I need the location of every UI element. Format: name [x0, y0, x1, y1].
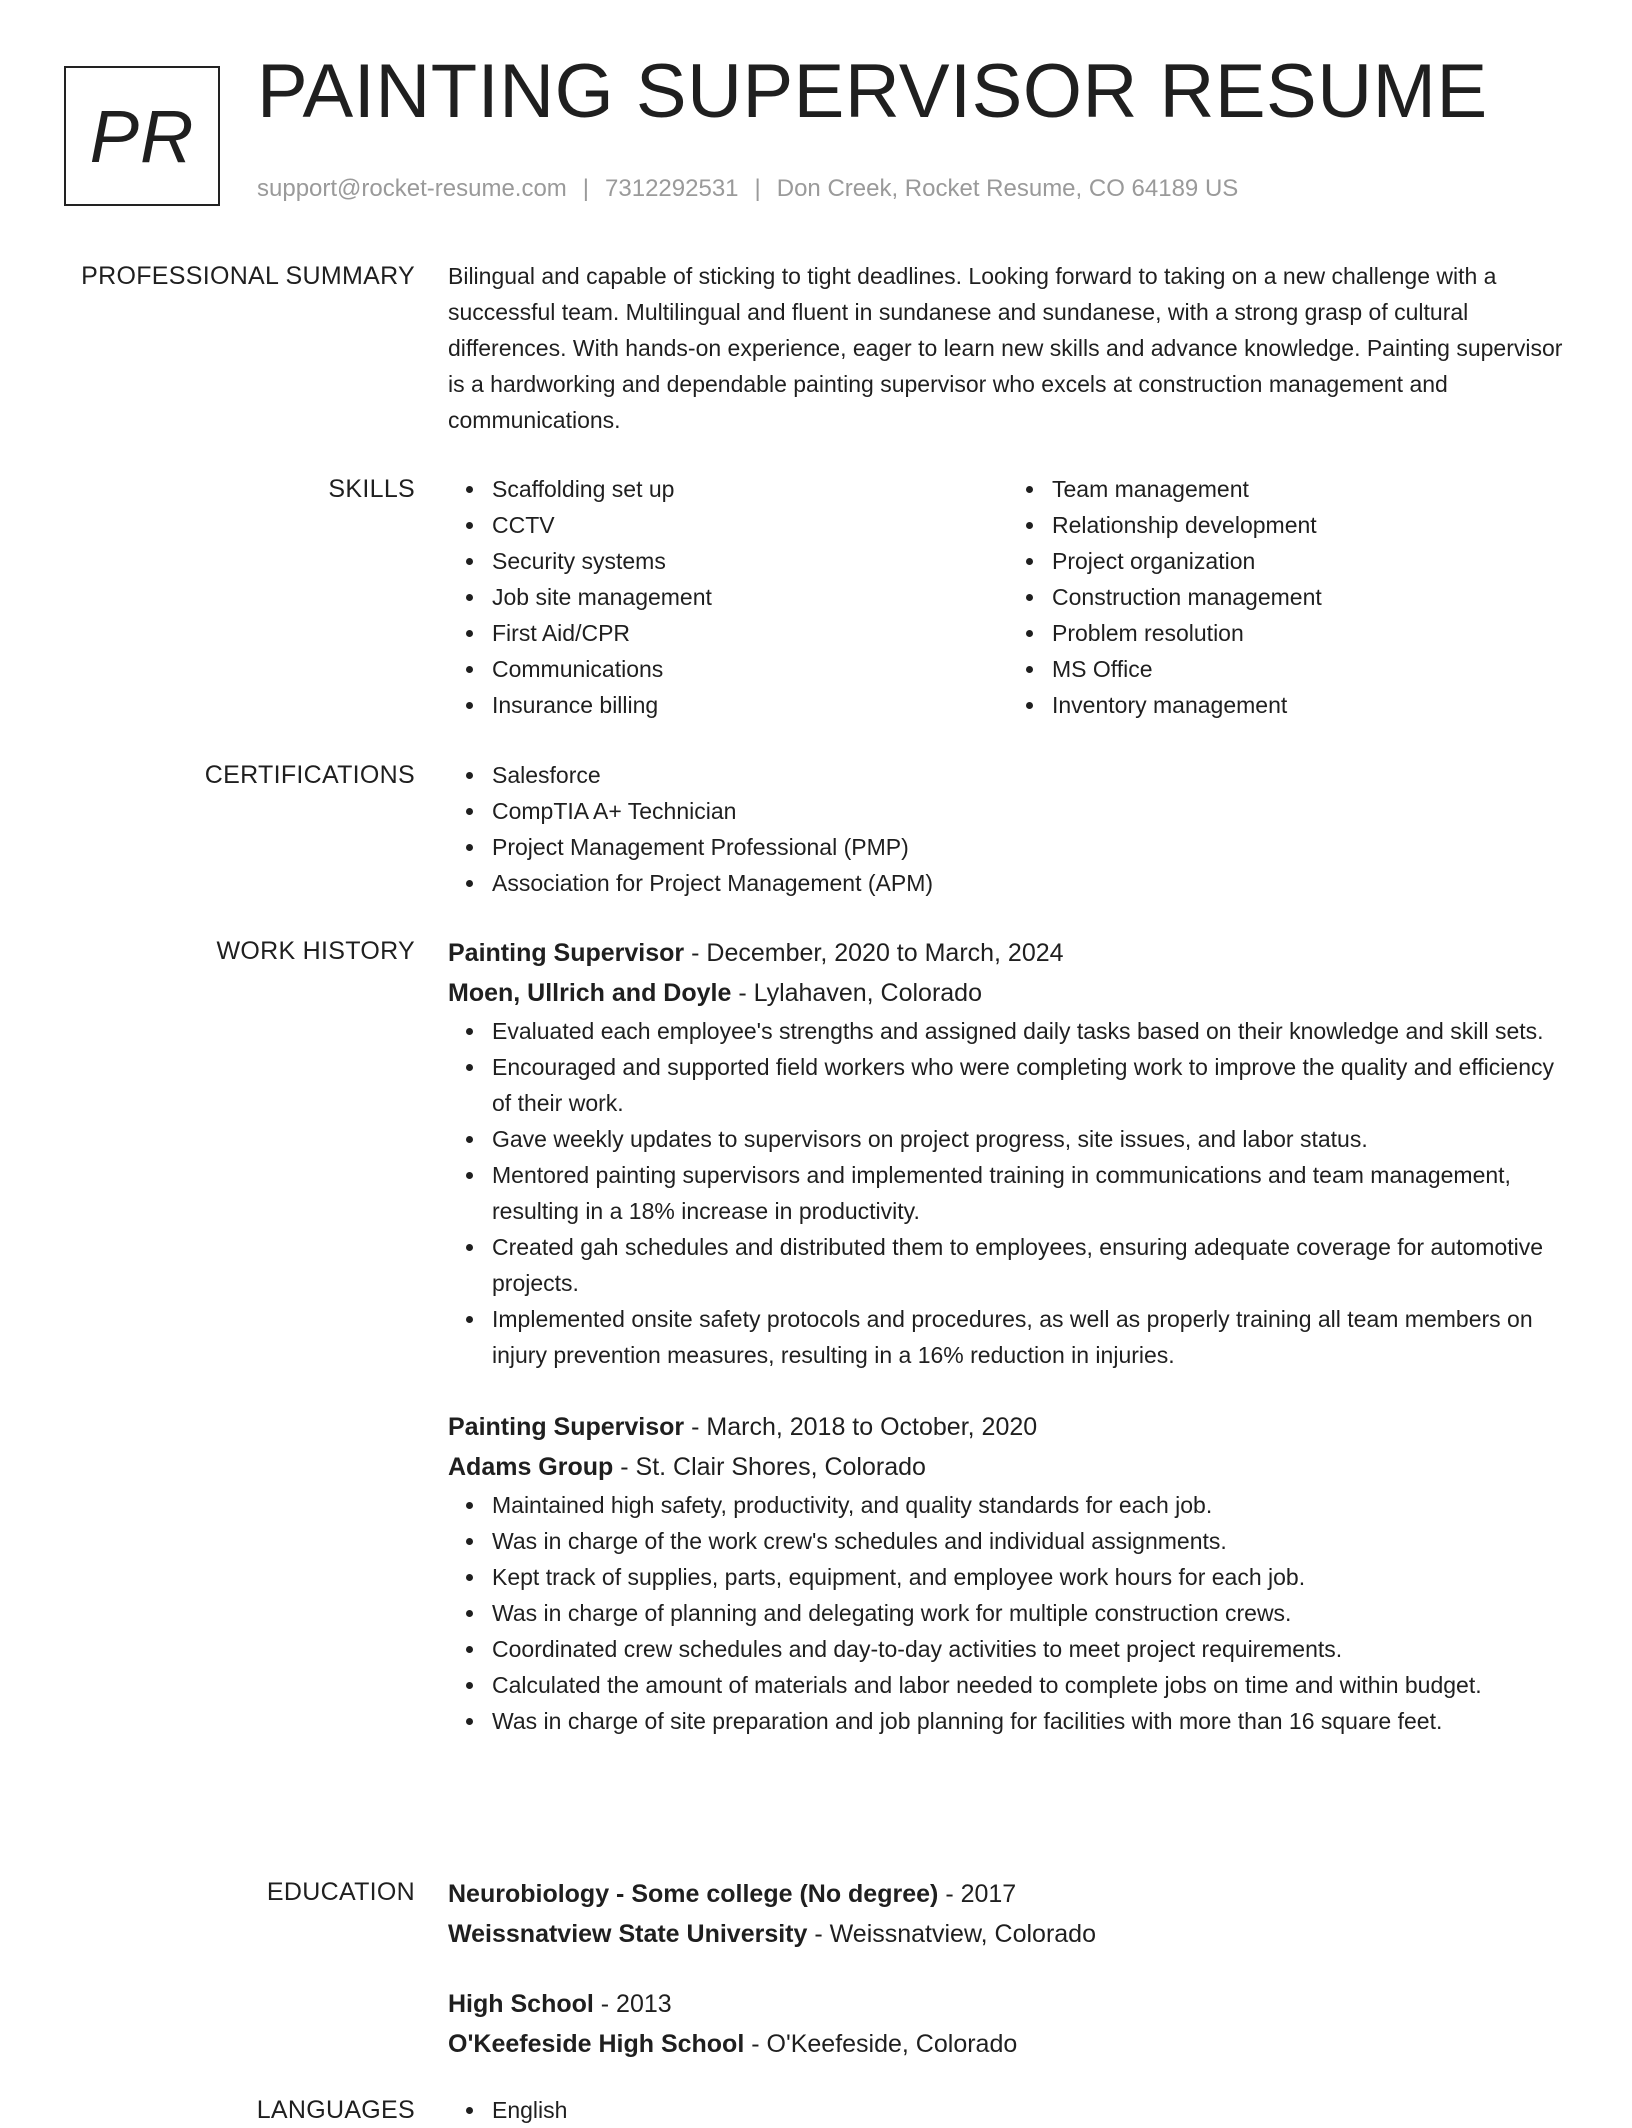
summary-label: PROFESSIONAL SUMMARY — [81, 262, 415, 290]
list-item: Was in charge of planning and delegating work for multiple construction crews. — [492, 1595, 1568, 1631]
job-company-line — [448, 973, 1568, 1013]
list-item: Relationship development — [1052, 507, 1568, 543]
list-item: Construction management — [1052, 579, 1568, 615]
list-item: Gave weekly updates to supervisors on project progress, site issues, and labor status. — [492, 1121, 1568, 1157]
education-location: - Weissnatview, Colorado — [814, 1920, 1096, 1948]
list-item: Insurance billing — [492, 687, 1008, 723]
list-item: Scaffolding set up — [492, 471, 1008, 507]
list-item: Created gah schedules and distributed them to employees, ensuring adequate coverage for automotive projects. — [492, 1229, 1568, 1301]
list-item: Calculated the amount of materials and labor needed to complete jobs on time and within budget. — [492, 1667, 1568, 1703]
list-item: Communications — [492, 651, 1008, 687]
education-school-line — [448, 1914, 1568, 1954]
summary-text: Bilingual and capable of sticking to tight deadlines. Looking forward to taking on a new challenge with a successful team. Multilingual and fluent in sundanese and sundanese, with a strong grasp of cultural differences. With hands-on experience, eager to learn new skills and advance knowledge. Painting supervisor is a hardworking and dependable painting supervisor who excels at construction management and communications. — [448, 263, 1563, 433]
job-bullets — [448, 1487, 1568, 1739]
skills-list-right — [1008, 471, 1568, 723]
monogram-initials: PR — [89, 94, 195, 178]
page-title: PAINTING SUPERVISOR RESUME — [257, 49, 1488, 134]
job-title: Painting Supervisor — [448, 939, 685, 967]
list-item: Salesforce — [492, 757, 1568, 793]
list-item: Project Management Professional (PMP) — [492, 829, 1568, 865]
job-title-line — [448, 933, 1568, 973]
education-degree: Neurobiology - Some college (No degree) — [448, 1880, 939, 1908]
contact-separator: | — [582, 175, 590, 202]
job-entry — [448, 1407, 1568, 1739]
list-item: Project organization — [1052, 543, 1568, 579]
list-item: First Aid/CPR — [492, 615, 1008, 651]
list-item: Kept track of supplies, parts, equipment, and employee work hours for each job. — [492, 1559, 1568, 1595]
contact-address: Don Creek, Rocket Resume, CO 64189 US — [776, 175, 1239, 202]
languages-label: LANGUAGES — [256, 2096, 415, 2124]
list-item: Problem resolution — [1052, 615, 1568, 651]
job-dates: - March, 2018 to October, 2020 — [691, 1413, 1038, 1441]
work-history-label: WORK HISTORY — [216, 937, 415, 965]
list-item: Job site management — [492, 579, 1008, 615]
certifications-label: CERTIFICATIONS — [204, 761, 415, 789]
languages-list — [448, 2092, 1568, 2128]
contact-separator: | — [754, 175, 761, 202]
list-item: Implemented onsite safety protocols and procedures, as well as properly training all team members on injury prevention measures, resulting in a 16% reduction in injuries. — [492, 1301, 1568, 1373]
list-item: Was in charge of site preparation and job planning for facilities with more than 16 square feet. — [492, 1703, 1568, 1739]
education-label: EDUCATION — [266, 1878, 415, 1906]
list-item: Security systems — [492, 543, 1008, 579]
list-item: CCTV — [492, 507, 1008, 543]
list-item: Mentored painting supervisors and implemented training in communications and team management, resulting in a 18% increase in productivity. — [492, 1157, 1568, 1229]
education-location: - O'Keefeside, Colorado — [751, 2030, 1018, 2058]
contact-email: support@rocket-resume.com — [257, 175, 567, 202]
education-entry — [448, 1984, 1568, 2064]
job-company: Adams Group — [448, 1453, 614, 1481]
certifications-list — [448, 757, 1568, 901]
job-bullets — [448, 1013, 1568, 1373]
skills-list-left — [448, 471, 1008, 723]
job-company-line — [448, 1447, 1568, 1487]
education-school-line — [448, 2024, 1568, 2064]
list-item: Was in charge of the work crew's schedules and individual assignments. — [492, 1523, 1568, 1559]
list-item: Evaluated each employee's strengths and assigned daily tasks based on their knowledge and skill sets. — [492, 1013, 1568, 1049]
skills-columns — [448, 471, 1568, 723]
list-item: English — [492, 2092, 1568, 2128]
education-school: O'Keefeside High School — [448, 2030, 745, 2058]
job-title-line — [448, 1407, 1568, 1447]
education-degree-line — [448, 1874, 1568, 1914]
list-item: Inventory management — [1052, 687, 1568, 723]
education-entry — [448, 1874, 1568, 1954]
skills-label: SKILLS — [328, 475, 415, 503]
list-item: CompTIA A+ Technician — [492, 793, 1568, 829]
job-company: Moen, Ullrich and Doyle — [448, 979, 732, 1007]
contact-phone: 7312292531 — [605, 175, 739, 202]
job-location: - St. Clair Shores, Colorado — [620, 1453, 926, 1481]
job-dates: - December, 2020 to March, 2024 — [691, 939, 1064, 967]
list-item: MS Office — [1052, 651, 1568, 687]
job-location: - Lylahaven, Colorado — [738, 979, 982, 1007]
job-title: Painting Supervisor — [448, 1413, 685, 1441]
education-school: Weissnatview State University — [448, 1920, 808, 1948]
job-entry — [448, 933, 1568, 1373]
education-degree-line — [448, 1984, 1568, 2024]
list-item: Encouraged and supported field workers who were completing work to improve the quality and efficiency of their work. — [492, 1049, 1568, 1121]
contact-line — [257, 175, 1238, 203]
education-year: - 2013 — [600, 1990, 672, 2018]
education-degree: High School — [448, 1990, 594, 2018]
list-item: Team management — [1052, 471, 1568, 507]
list-item: Association for Project Management (APM) — [492, 865, 1568, 901]
list-item: Maintained high safety, productivity, and quality standards for each job. — [492, 1487, 1568, 1523]
education-year: - 2017 — [945, 1880, 1017, 1908]
monogram-box — [64, 66, 220, 206]
list-item: Coordinated crew schedules and day-to-day activities to meet project requirements. — [492, 1631, 1568, 1667]
